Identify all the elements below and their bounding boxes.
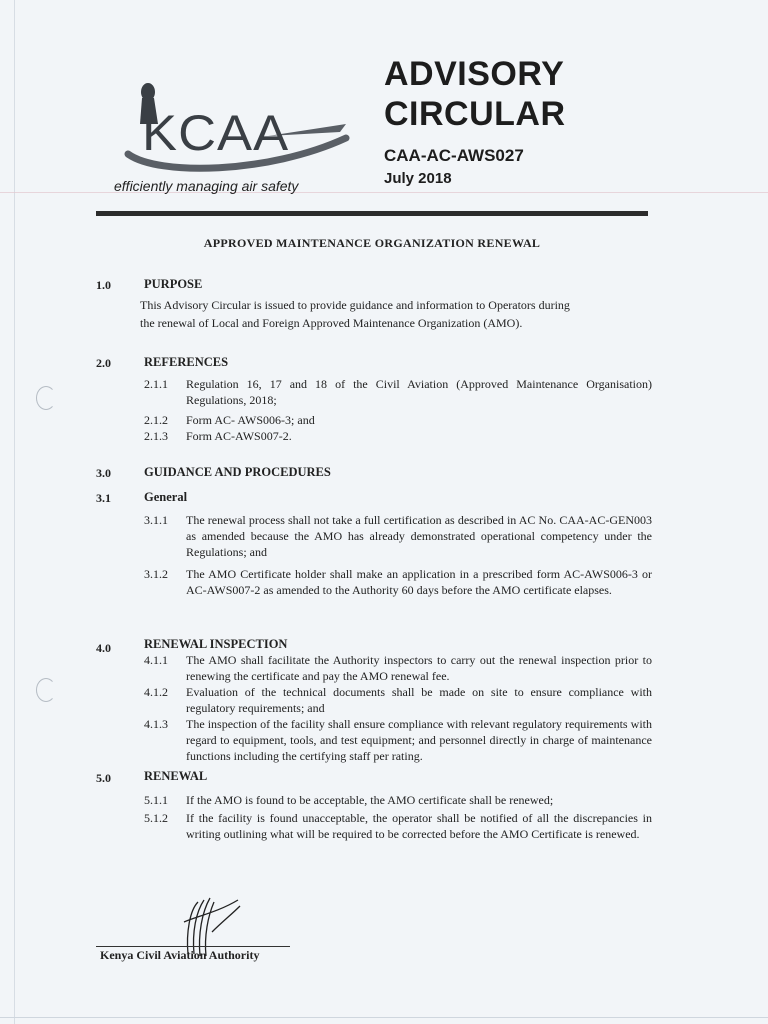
logo-text: KCAA — [142, 105, 290, 161]
item-text: Form AC-AWS007-2. — [186, 429, 292, 443]
list-item — [144, 566, 652, 598]
section-4-heading: RENEWAL INSPECTION — [144, 637, 288, 651]
item-number: 2.1.1 — [144, 377, 168, 391]
list-item — [144, 376, 652, 408]
list-item — [144, 512, 652, 560]
subsection-3-1-number: 3.1 — [96, 491, 111, 505]
item-number: 4.1.2 — [144, 685, 168, 699]
section-1-line-2: the renewal of Local and Foreign Approved Maintenance Organization (AMO). — [140, 316, 523, 330]
item-number: 5.1.2 — [144, 811, 168, 825]
section-1-number: 1.0 — [96, 278, 111, 292]
section-2-number: 2.0 — [96, 356, 111, 370]
section-1-heading: PURPOSE — [144, 277, 203, 291]
page-edge — [14, 0, 15, 1024]
header-rule — [96, 211, 648, 216]
title-line-2: CIRCULAR — [384, 95, 566, 133]
item-text: Form AC- AWS006-3; and — [186, 413, 315, 427]
page-bottom-edge — [0, 1017, 768, 1018]
item-number: 4.1.3 — [144, 717, 168, 731]
list-item — [144, 652, 652, 684]
section-4-number: 4.0 — [96, 641, 111, 655]
section-5-number: 5.0 — [96, 771, 111, 785]
punch-hole — [36, 386, 56, 410]
document-title: APPROVED MAINTENANCE ORGANIZATION RENEWAL — [203, 236, 541, 250]
section-1-line-1: This Advisory Circular is issued to provide guidance and information to Operators during — [140, 298, 570, 312]
section-3-heading: GUIDANCE AND PROCEDURES — [144, 465, 331, 479]
section-3-number: 3.0 — [96, 466, 111, 480]
item-number: 2.1.2 — [144, 413, 168, 427]
item-number: 5.1.1 — [144, 793, 168, 807]
footer-authority: Kenya Civil Aviation Authority — [100, 948, 260, 962]
item-text: The AMO Certificate holder shall make an application in a prescribed form AC-AWS006-3 or AC-AWS007-2 as amended to the Authority 60 days before the AMO certificate elapses. — [186, 567, 652, 597]
item-text: The AMO shall facilitate the Authority inspectors to carry out the renewal inspection prior to renewing the certificate and pay the AMO renewal fee. — [186, 653, 652, 683]
logo-tagline: efficiently managing air safety — [114, 178, 299, 194]
list-item — [144, 428, 652, 444]
list-item — [144, 716, 652, 764]
item-text: The renewal process shall not take a full certification as described in AC No. CAA-AC-GEN003 as amended because the AMO has already demonstrated operational competency under the Regulations; and — [186, 513, 652, 559]
item-number: 3.1.1 — [144, 513, 168, 527]
item-text: Evaluation of the technical documents shall be made on site to ensure compliance with regulatory requirements; and — [186, 685, 652, 715]
circular-date: July 2018 — [384, 170, 452, 187]
list-item — [144, 810, 652, 842]
list-item — [144, 684, 652, 716]
footer-rule — [96, 946, 290, 947]
item-text: If the AMO is found to be acceptable, the AMO certificate shall be renewed; — [186, 793, 554, 807]
item-number: 4.1.1 — [144, 653, 168, 667]
item-number: 3.1.2 — [144, 567, 168, 581]
item-text: Regulation 16, 17 and 18 of the Civil Aviation (Approved Maintenance Organisation) Regulations, 2018; — [186, 377, 652, 407]
subsection-3-1-heading: General — [144, 490, 188, 504]
item-text: The inspection of the facility shall ensure compliance with relevant regulatory requirements with regard to equipment, tools, and test equipment; and personnel directly in charge of maintenance functions including the certifying staff per rating. — [186, 717, 652, 763]
section-5-heading: RENEWAL — [144, 769, 208, 783]
section-2-heading: REFERENCES — [144, 355, 229, 369]
circular-code: CAA-AC-AWS027 — [384, 146, 524, 165]
title-line-1: ADVISORY — [384, 55, 565, 93]
title-block — [384, 54, 566, 187]
list-item — [144, 412, 652, 428]
punch-hole — [36, 678, 56, 702]
list-item — [144, 792, 652, 808]
item-number: 2.1.3 — [144, 429, 168, 443]
item-text: If the facility is found unacceptable, the operator shall be notified of all the discrepancies in writing outlining what will be required to be corrected before the AMO Certificate is renewed. — [186, 811, 652, 841]
